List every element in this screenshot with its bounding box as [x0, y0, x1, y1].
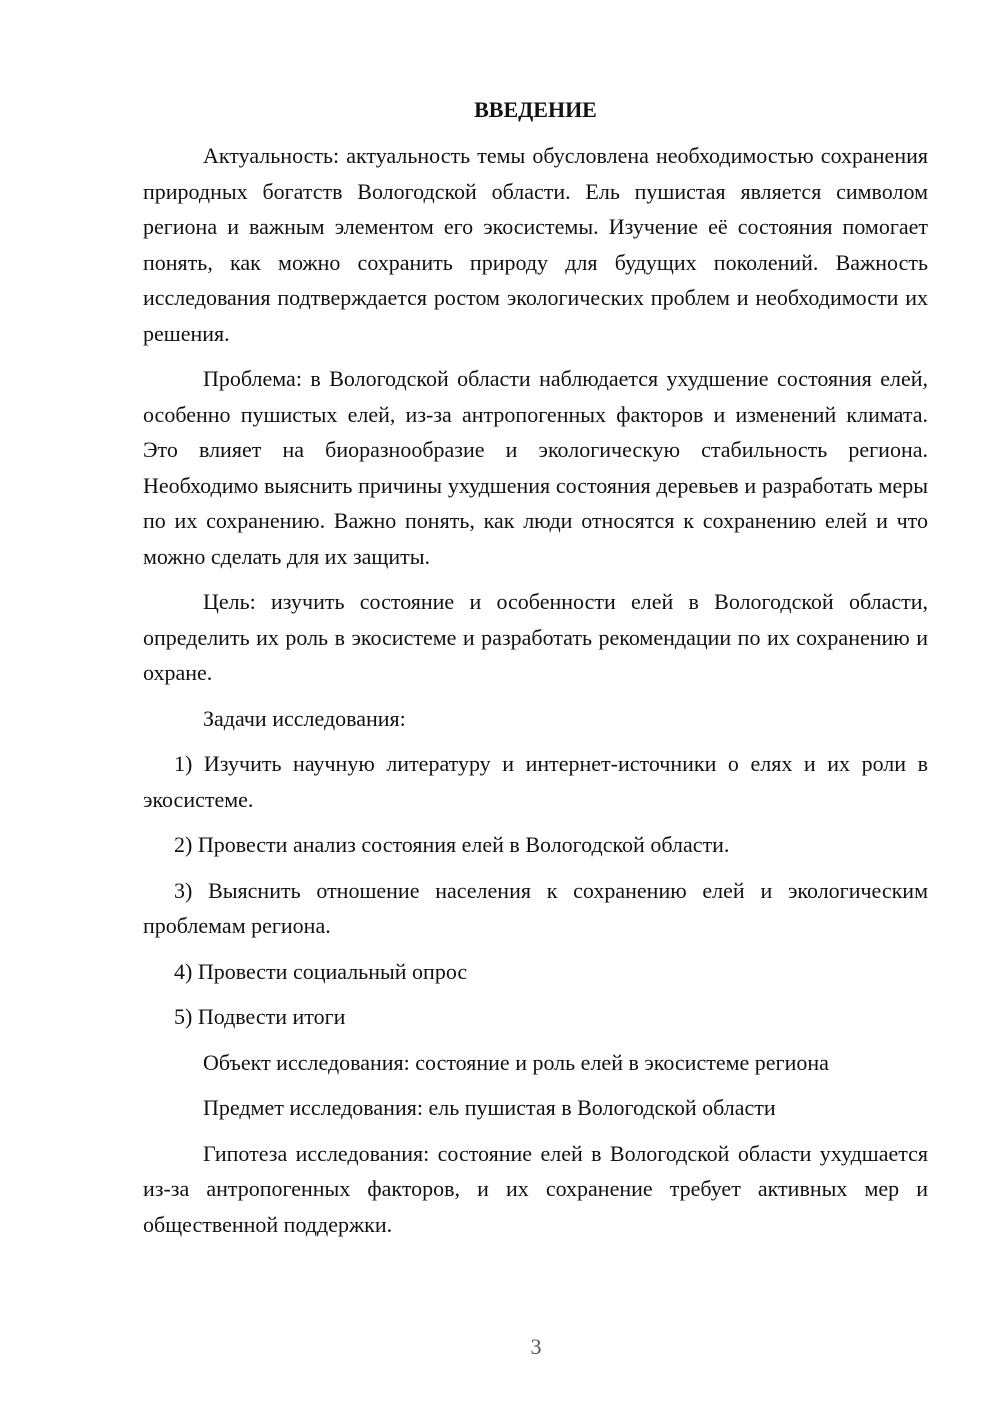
page-number: 3 [530, 1334, 542, 1359]
task-item-2: 2) Провести анализ состояния елей в Вологодской области. [174, 832, 730, 857]
task-item-3: 3) Выяснить отношение населения к сохранению елей и экологическим проблемам региона. [143, 877, 928, 938]
tasks-heading: Задачи исследования: [203, 705, 406, 731]
task-item-1: 1) Изучить научную литературу и интернет-источники о елях и их роли в экосистеме. [143, 751, 928, 812]
task-item-4: 4) Провести социальный опрос [174, 958, 468, 984]
paragraph-problem: Проблема: в Вологодской области наблюдается ухудшение состояния елей, особенно пушистых елей, из-за антропогенных факторов и изменений климата. Это влияет на биоразнообразие и экологическую стабильность региона. Необходимо выяснить причины ухудшения состояния деревьев и разработать меры по их сохранению. Важно понять, как люди относятся к сохранению елей и что можно сделать для их защиты. [143, 366, 928, 569]
task-item-5: 5) Подвести итоги [174, 1004, 346, 1029]
page-content [143, 92, 928, 1252]
section-title: ВВЕДЕНИЕ [474, 97, 597, 122]
paragraph-subject: Предмет исследования: ель пушистая в Вологодской области [203, 1095, 776, 1120]
paragraph-hypothesis: Гипотеза исследования: состояние елей в Вологодской области ухудшается из-за антропогенных факторов, и их сохранение требует активных мер и общественной поддержки. [143, 1140, 928, 1237]
paragraph-relevance: Актуальность: актуальность темы обусловлена необходимостью сохранения природных богатств Вологодской области. Ель пушистая является символом региона и важным элементом его экосистемы. Изучение её состояния помогает понять, как можно сохранить природу для будущих поколений. Важность исследования подтверждается ростом экологических проблем и необходимости их решения. [143, 143, 928, 346]
paragraph-object: Объект исследования: состояние и роль елей в экосистеме региона [203, 1049, 829, 1075]
paragraph-goal: Цель: изучить состояние и особенности елей в Вологодской области, определить их роль в экосистеме и разработать рекомендации по их сохранению и охране. [143, 589, 928, 685]
